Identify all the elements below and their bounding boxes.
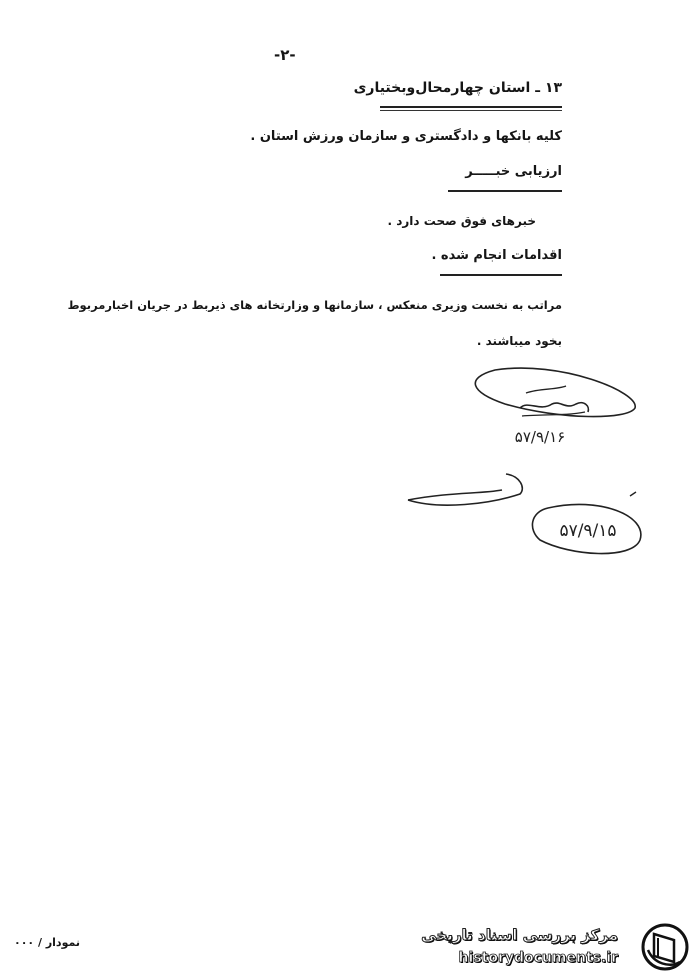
watermark-title: مرکز بررسی اسناد تاریخی [421, 926, 618, 944]
watermark-url: historydocuments.ir [458, 950, 618, 966]
signature-2-date: ۵۷/۹/۱۵ [559, 521, 617, 541]
footer-left-note: نمودار / ۰۰۰ [14, 936, 80, 949]
page-number: -۲- [274, 46, 296, 64]
subject-line: کلیه بانکها و دادگستری و سازمان ورزش استان . [250, 129, 562, 144]
section-heading: ۱۳ ـ استان چهارمحال‌وبختیاری [353, 80, 562, 96]
body-line-2: بخود میباشند . [476, 334, 562, 348]
actions-title: اقدامات انجام شده . [431, 248, 562, 263]
signature-1-date: ۵۷/۹/۱۶ [514, 428, 566, 446]
evaluation-title: ارزیابی خبـــــر [465, 164, 562, 179]
body-line-1: مراتب به نخست وزیری منعکس ، سازمانها و وزارتخانه های ذیربط در جریان اخبارمربوط [67, 298, 562, 312]
watermark-logo-icon [640, 922, 690, 972]
evaluation-text: خبرهای فوق صحت دارد . [387, 214, 536, 228]
